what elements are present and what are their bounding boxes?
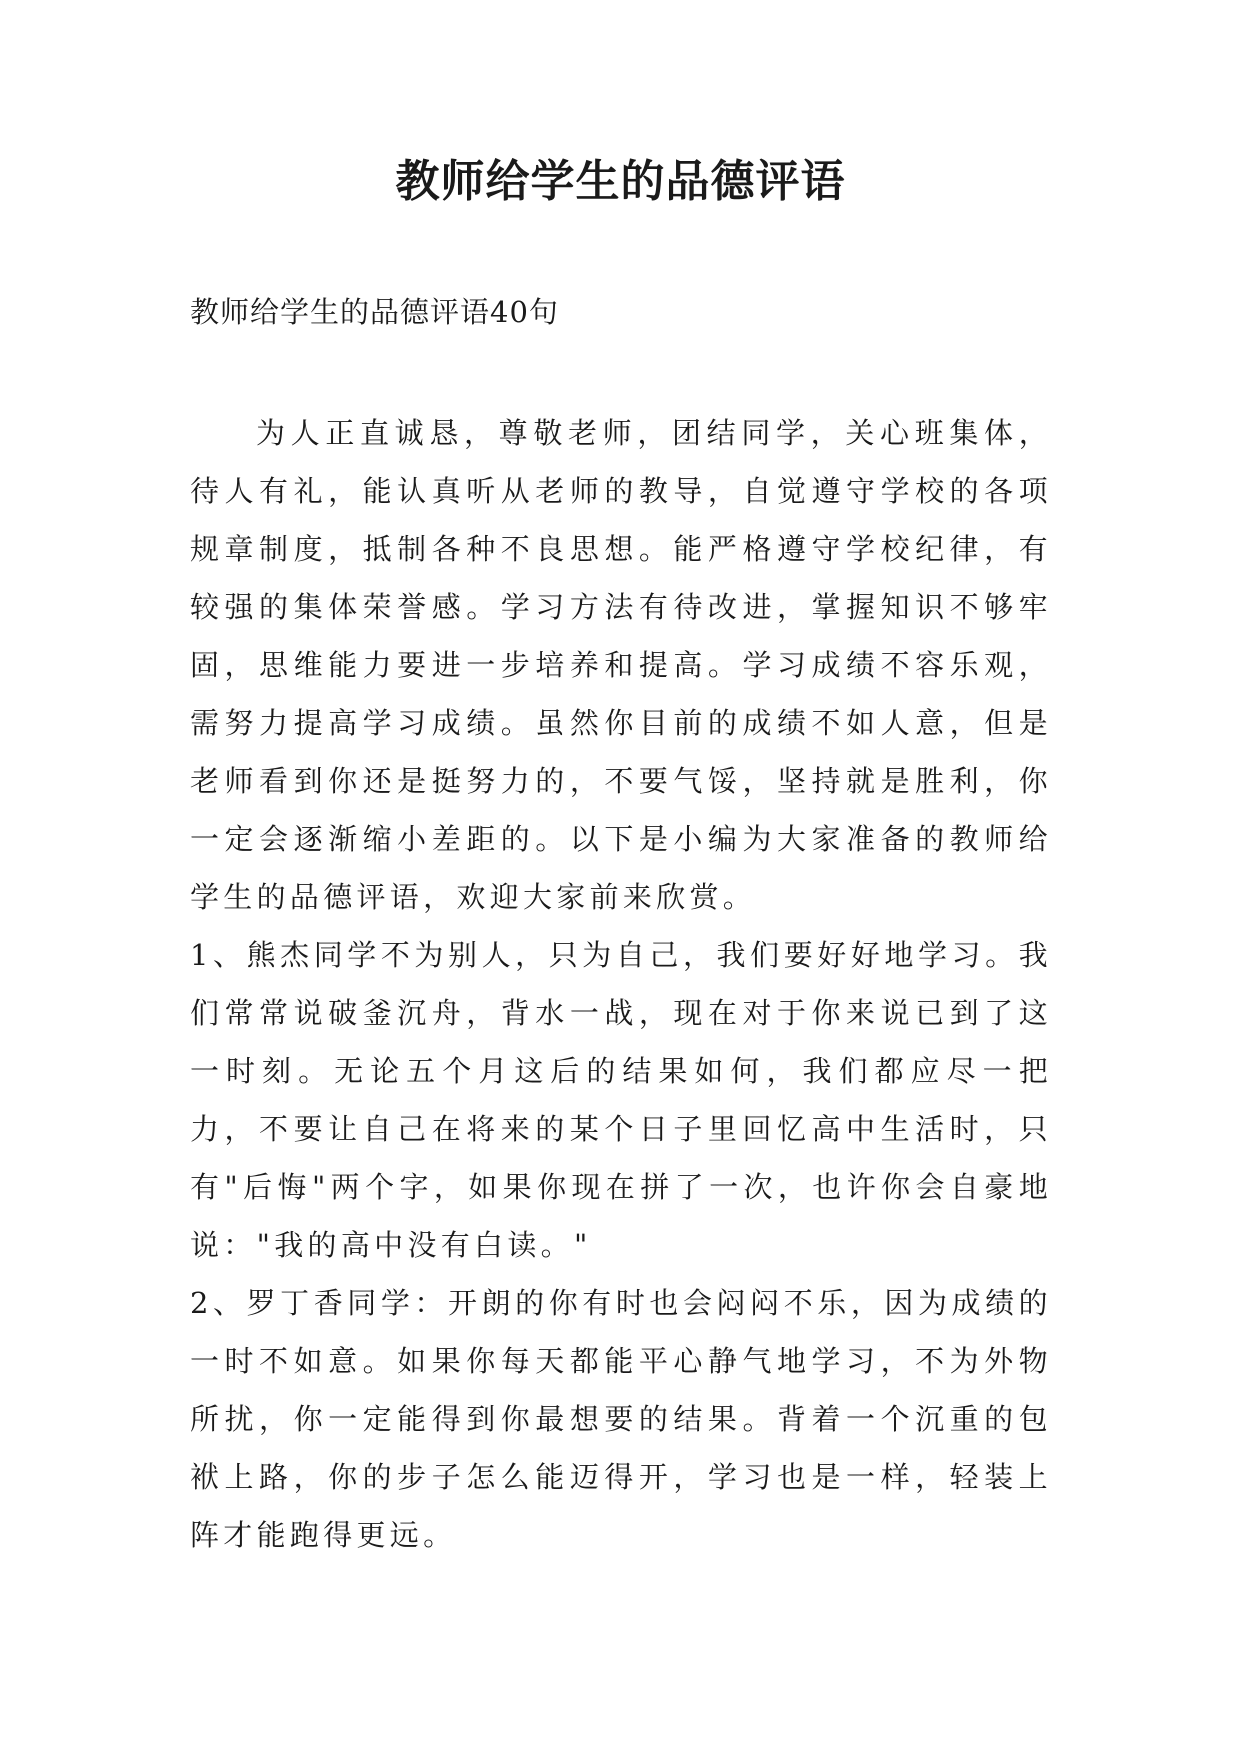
document-subtitle: 教师给学生的品德评语40句 [190, 295, 559, 329]
document-body [190, 404, 1052, 1564]
intro-paragraph: 为人正直诚恳，尊敬老师，团结同学，关心班集体，待人有礼，能认真听从老师的教导，自觉遵守学校的各项规章制度，抵制各种不良思想。能严格遵守学校纪律，有较强的集体荣誉感。学习方法有待改进，掌握知识不够牢固，思维能力要进一步培养和提高。学习成绩不容乐观，需努力提高学习成绩。虽然你目前的成绩不如人意，但是老师看到你还是挺努力的，不要气馁，坚持就是胜利，你一定会逐渐缩小差距的。以下是小编为大家准备的教师给学生的品德评语，欢迎大家前来欣赏。 [190, 416, 1052, 914]
document-title: 教师给学生的品德评语 [395, 156, 846, 207]
comment-item-1: 1、熊杰同学不为别人，只为自己，我们要好好地学习。我们常常说破釜沉舟，背水一战，现在对于你来说已到了这一时刻。无论五个月这后的结果如何，我们都应尽一把力，不要让自己在将来的某个日子里回忆高中生活时，只有"后悔"两个字，如果你现在拼了一次，也许你会自豪地说："我的高中没有白读。" [190, 938, 1052, 1262]
comment-item-2: 2、罗丁香同学：开朗的你有时也会闷闷不乐，因为成绩的一时不如意。如果你每天都能平心静气地学习，不为外物所扰，你一定能得到你最想要的结果。背着一个沉重的包袱上路，你的步子怎么能迈得开，学习也是一样，轻装上阵才能跑得更远。 [190, 1286, 1052, 1552]
